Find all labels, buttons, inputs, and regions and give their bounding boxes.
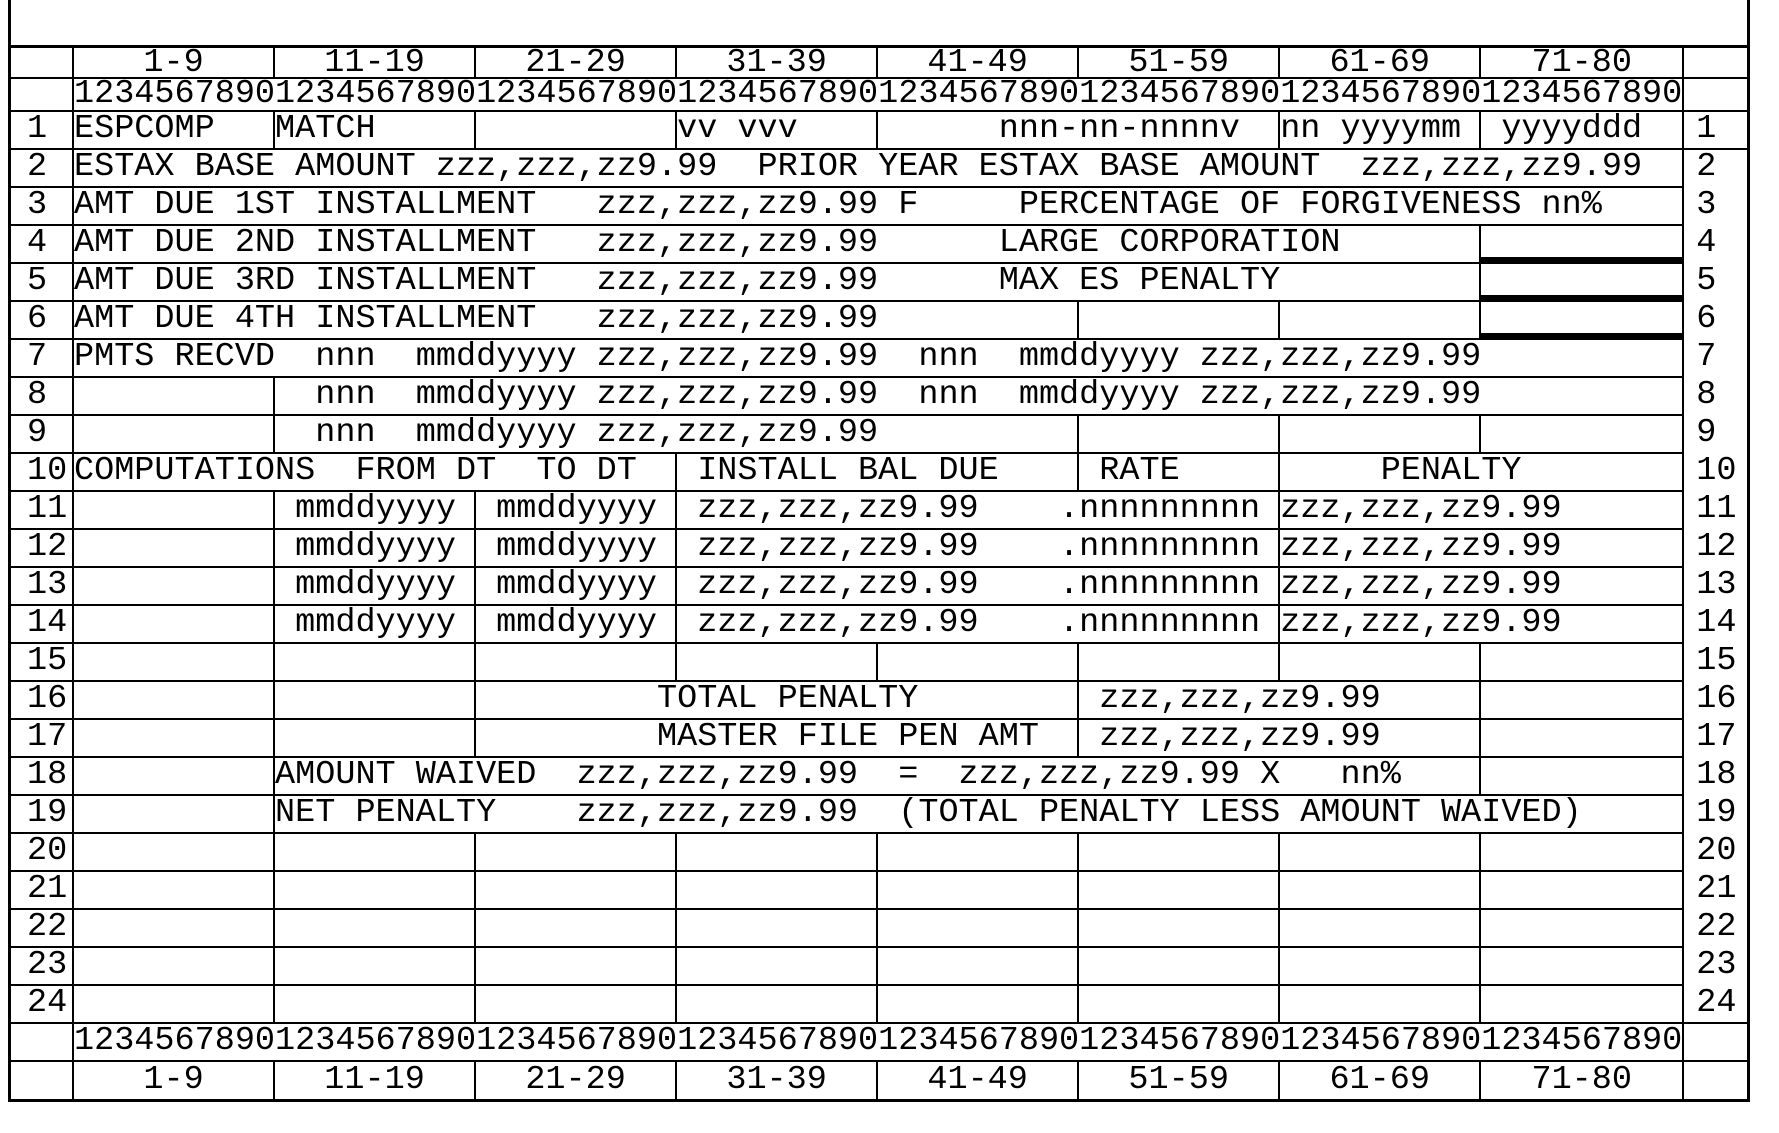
grid-cell-14-4: zzz,zzz,zz9.99 .nnnnnnnnn <box>677 606 1280 642</box>
grid-cell-24-6 <box>1079 986 1280 1022</box>
grid-row-3 <box>8 188 1750 226</box>
grid-cell-24-8 <box>1481 986 1682 1022</box>
row-number-left-24: 24 <box>8 986 72 1024</box>
row-number-right-10: 10 <box>1684 454 1750 492</box>
row-number-left-19: 19 <box>8 796 72 834</box>
grid-row-8-content <box>72 378 1684 416</box>
grid-cell-9-1 <box>74 416 275 452</box>
grid-row-7-content <box>72 340 1684 378</box>
row-number-left-21: 21 <box>8 872 72 910</box>
row-number-right-6: 6 <box>1684 302 1750 340</box>
grid-cell-1-3 <box>476 112 677 148</box>
grid-cell-16-5 <box>1481 682 1682 718</box>
grid-row-4 <box>8 226 1750 264</box>
grid-row-24 <box>8 986 1750 1024</box>
grid-cell-24-3 <box>476 986 677 1022</box>
grid-cell-14-3: mmddyyyy <box>476 606 677 642</box>
ruler-bottom-1: 12345678901234567890123456789012345678901234567890123456789012345678901234567890 <box>74 1024 1683 1060</box>
row-number-right-12: 12 <box>1684 530 1750 568</box>
grid-cell-8-2: nnn mmddyyyy zzz,zzz,zz9.99 nnn mmddyyyy zzz,zzz,zz9.99 <box>275 378 1482 414</box>
grid-row-4-content <box>72 226 1684 264</box>
grid-cell-11-5: zzz,zzz,zz9.99 <box>1280 492 1562 528</box>
column-range-footer-5: 41-49 <box>878 1062 1079 1099</box>
grid-cell-24-5 <box>878 986 1079 1022</box>
row-number-left-2: 2 <box>8 150 72 188</box>
row-number-right-2: 2 <box>1684 150 1750 188</box>
grid-cell-17-1 <box>74 720 275 756</box>
row-number-right-1: 1 <box>1684 112 1750 150</box>
grid-cell-12-1 <box>74 530 275 566</box>
grid-row-13 <box>8 568 1750 606</box>
grid-row-7 <box>8 340 1750 378</box>
grid-row-17-content <box>72 720 1684 758</box>
grid-cell-22-1 <box>74 910 275 946</box>
grid-row-20 <box>8 834 1750 872</box>
row-number-left-3: 3 <box>8 188 72 226</box>
grid-cell-21-3 <box>476 872 677 908</box>
grid-cell-11-4: zzz,zzz,zz9.99 .nnnnnnnnn <box>677 492 1280 528</box>
grid-row-5-content <box>72 264 1684 302</box>
grid-cell-7-1: PMTS RECVD nnn mmddyyyy zzz,zzz,zz9.99 nnn mmddyyyy zzz,zzz,zz9.99 <box>74 340 1482 376</box>
grid-cell-22-6 <box>1079 910 1280 946</box>
grid-row-8 <box>8 378 1750 416</box>
grid-row-20-content <box>72 834 1684 872</box>
row-number-right-16: 16 <box>1684 682 1750 720</box>
column-range-header-7: 61-69 <box>1280 48 1481 77</box>
row-number-left-13: 13 <box>8 568 72 606</box>
grid-cell-24-2 <box>275 986 476 1022</box>
row-number-right-21: 21 <box>1684 872 1750 910</box>
grid-cell-13-2: mmddyyyy <box>275 568 476 604</box>
top-border-stub <box>8 0 1750 45</box>
column-ranges-header-content <box>72 45 1684 79</box>
corner-cell-right <box>1684 1024 1750 1062</box>
grid-cell-20-6 <box>1079 834 1280 870</box>
row-number-left-12: 12 <box>8 530 72 568</box>
grid-cell-1-6: nn yyyymm <box>1280 112 1481 148</box>
grid-row-2 <box>8 150 1750 188</box>
grid-cell-6-2 <box>1079 302 1280 338</box>
grid-cell-11-1 <box>74 492 275 528</box>
grid-row-23 <box>8 948 1750 986</box>
row-number-left-10: 10 <box>8 454 72 492</box>
row-number-left-18: 18 <box>8 758 72 796</box>
grid-cell-18-2: AMOUNT WAIVED zzz,zzz,zz9.99 = zzz,zzz,zz9.99 X nn% <box>275 758 1481 794</box>
grid-cell-18-1 <box>74 758 275 794</box>
column-ruler-top <box>8 79 1750 112</box>
grid-cell-23-3 <box>476 948 677 984</box>
grid-cell-20-5 <box>878 834 1079 870</box>
grid-cell-13-5: zzz,zzz,zz9.99 <box>1280 568 1562 604</box>
row-number-right-5: 5 <box>1684 264 1750 302</box>
row-number-left-17: 17 <box>8 720 72 758</box>
grid-cell-17-5 <box>1481 720 1682 756</box>
grid-cell-22-3 <box>476 910 677 946</box>
grid-cell-16-4: zzz,zzz,zz9.99 <box>1079 682 1481 718</box>
row-number-left-11: 11 <box>8 492 72 530</box>
grid-cell-23-7 <box>1280 948 1481 984</box>
grid-row-23-content <box>72 948 1684 986</box>
corner-cell-right <box>1684 79 1750 112</box>
row-number-left-23: 23 <box>8 948 72 986</box>
grid-row-22-content <box>72 910 1684 948</box>
grid-row-14 <box>8 606 1750 644</box>
grid-row-18 <box>8 758 1750 796</box>
grid-cell-12-2: mmddyyyy <box>275 530 476 566</box>
grid-row-13-content <box>72 568 1684 606</box>
grid-cell-22-4 <box>677 910 878 946</box>
grid-cell-1-7: yyyyddd <box>1481 112 1643 148</box>
grid-cell-17-2 <box>275 720 476 756</box>
grid-cell-9-3 <box>1079 416 1280 452</box>
grid-cell-23-8 <box>1481 948 1682 984</box>
corner-cell-left <box>8 0 72 45</box>
grid-cell-10-2: INSTALL BAL DUE <box>677 454 1079 490</box>
column-range-header-8: 71-80 <box>1531 48 1632 77</box>
grid-cell-22-5 <box>878 910 1079 946</box>
row-number-left-5: 5 <box>8 264 72 302</box>
corner-cell-left <box>8 1024 72 1062</box>
grid-row-6-content <box>72 302 1684 340</box>
row-number-left-6: 6 <box>8 302 72 340</box>
grid-cell-21-4 <box>677 872 878 908</box>
row-number-right-13: 13 <box>1684 568 1750 606</box>
row-number-right-11: 11 <box>1684 492 1750 530</box>
grid-row-19 <box>8 796 1750 834</box>
ruler-top-1: 12345678901234567890123456789012345678901234567890123456789012345678901234567890 <box>74 79 1683 110</box>
grid-cell-1-5: nnn-nn-nnnnv <box>878 112 1280 148</box>
column-ranges-footer-content <box>72 1062 1684 1102</box>
grid-cell-4-1: AMT DUE 2ND INSTALLMENT zzz,zzz,zz9.99 LARGE CORPORATION <box>74 226 1481 262</box>
grid-cell-20-2 <box>275 834 476 870</box>
row-number-left-9: 9 <box>8 416 72 454</box>
column-range-footer-7: 61-69 <box>1280 1062 1481 1099</box>
record-layout-table <box>8 0 1750 1102</box>
grid-cell-11-2: mmddyyyy <box>275 492 476 528</box>
grid-cell-24-1 <box>74 986 275 1022</box>
column-ruler-bottom-content <box>72 1024 1684 1062</box>
row-number-left-7: 7 <box>8 340 72 378</box>
column-range-header-1: 1-9 <box>74 48 275 77</box>
grid-cell-2-1: ESTAX BASE AMOUNT zzz,zzz,zz9.99 PRIOR YEAR ESTAX BASE AMOUNT zzz,zzz,zz9.99 <box>74 150 1643 186</box>
grid-cell-12-4: zzz,zzz,zz9.99 .nnnnnnnnn <box>677 530 1280 566</box>
grid-row-16 <box>8 682 1750 720</box>
grid-cell-9-2: nnn mmddyyyy zzz,zzz,zz9.99 <box>275 416 1079 452</box>
row-number-right-22: 22 <box>1684 910 1750 948</box>
grid-row-22 <box>8 910 1750 948</box>
grid-row-1-content <box>72 112 1684 150</box>
grid-cell-22-7 <box>1280 910 1481 946</box>
row-number-right-7: 7 <box>1684 340 1750 378</box>
grid-row-10-content <box>72 454 1684 492</box>
column-range-header-3: 21-29 <box>476 48 677 77</box>
grid-row-11-content <box>72 492 1684 530</box>
grid-cell-22-8 <box>1481 910 1682 946</box>
grid-cell-21-5 <box>878 872 1079 908</box>
row-number-right-9: 9 <box>1684 416 1750 454</box>
grid-cell-20-1 <box>74 834 275 870</box>
grid-cell-19-2: NET PENALTY zzz,zzz,zz9.99 (TOTAL PENALTY LESS AMOUNT WAIVED) <box>275 796 1582 832</box>
grid-cell-15-2 <box>275 644 476 680</box>
grid-cell-16-2 <box>275 682 476 718</box>
column-range-footer-1: 1-9 <box>74 1062 275 1099</box>
corner-cell-left <box>8 1062 72 1102</box>
grid-row-1 <box>8 112 1750 150</box>
grid-cell-16-1 <box>74 682 275 718</box>
grid-cell-20-4 <box>677 834 878 870</box>
grid-cell-3-1: AMT DUE 1ST INSTALLMENT zzz,zzz,zz9.99 F PERCENTAGE OF FORGIVENESS nn% <box>74 188 1602 224</box>
grid-row-16-content <box>72 682 1684 720</box>
row-number-right-14: 14 <box>1684 606 1750 644</box>
grid-cell-8-1 <box>74 378 275 414</box>
grid-row-21-content <box>72 872 1684 910</box>
grid-row-24-content <box>72 986 1684 1024</box>
grid-row-17 <box>8 720 1750 758</box>
grid-cell-24-7 <box>1280 986 1481 1022</box>
grid-row-2-content <box>72 150 1684 188</box>
grid-cell-1-2: MATCH <box>275 112 476 148</box>
grid-cell-13-4: zzz,zzz,zz9.99 .nnnnnnnnn <box>677 568 1280 604</box>
column-range-footer-6: 51-59 <box>1079 1062 1280 1099</box>
column-range-footer-3: 21-29 <box>476 1062 677 1099</box>
grid-row-21 <box>8 872 1750 910</box>
column-range-footer-2: 11-19 <box>275 1062 476 1099</box>
grid-cell-21-1 <box>74 872 275 908</box>
corner-cell-right <box>1684 1062 1750 1102</box>
row-number-left-15: 15 <box>8 644 72 682</box>
row-number-right-15: 15 <box>1684 644 1750 682</box>
grid-cell-15-7 <box>1280 644 1481 680</box>
grid-cell-16-3: TOTAL PENALTY <box>476 682 1079 718</box>
row-number-left-22: 22 <box>8 910 72 948</box>
grid-cell-23-4 <box>677 948 878 984</box>
column-ranges-footer <box>8 1062 1750 1102</box>
grid-cell-13-3: mmddyyyy <box>476 568 677 604</box>
column-range-footer-4: 31-39 <box>677 1062 878 1099</box>
grid-cell-23-2 <box>275 948 476 984</box>
grid-row-14-content <box>72 606 1684 644</box>
column-range-header-2: 11-19 <box>275 48 476 77</box>
grid-cell-20-8 <box>1481 834 1682 870</box>
row-number-right-8: 8 <box>1684 378 1750 416</box>
grid-row-18-content <box>72 758 1684 796</box>
grid-cell-15-3 <box>476 644 677 680</box>
row-number-left-4: 4 <box>8 226 72 264</box>
grid-cell-17-4: zzz,zzz,zz9.99 <box>1079 720 1481 756</box>
row-number-left-8: 8 <box>8 378 72 416</box>
grid-row-15 <box>8 644 1750 682</box>
column-range-footer-8: 71-80 <box>1531 1062 1632 1099</box>
grid-cell-5-2 <box>1481 264 1682 300</box>
grid-cell-11-3: mmddyyyy <box>476 492 677 528</box>
grid-row-6 <box>8 302 1750 340</box>
column-range-header-5: 41-49 <box>878 48 1079 77</box>
grid-cell-15-5 <box>878 644 1079 680</box>
grid-cell-15-6 <box>1079 644 1280 680</box>
grid-row-9-content <box>72 416 1684 454</box>
grid-row-5 <box>8 264 1750 302</box>
row-number-right-18: 18 <box>1684 758 1750 796</box>
grid-cell-6-4 <box>1481 302 1682 338</box>
grid-cell-6-1: AMT DUE 4TH INSTALLMENT zzz,zzz,zz9.99 <box>74 302 1079 338</box>
grid-cell-1-1: ESPCOMP <box>74 112 275 148</box>
grid-cell-19-1 <box>74 796 275 832</box>
grid-cell-12-5: zzz,zzz,zz9.99 <box>1280 530 1562 566</box>
row-number-left-1: 1 <box>8 112 72 150</box>
row-number-left-16: 16 <box>8 682 72 720</box>
grid-row-15-content <box>72 644 1684 682</box>
grid-cell-23-5 <box>878 948 1079 984</box>
grid-cell-13-1 <box>74 568 275 604</box>
column-ruler-bottom <box>8 1024 1750 1062</box>
grid-cell-6-3 <box>1280 302 1481 338</box>
grid-cell-23-1 <box>74 948 275 984</box>
column-range-header-4: 31-39 <box>677 48 878 77</box>
grid-cell-21-2 <box>275 872 476 908</box>
grid-row-9 <box>8 416 1750 454</box>
grid-cell-5-1: AMT DUE 3RD INSTALLMENT zzz,zzz,zz9.99 MAX ES PENALTY <box>74 264 1481 300</box>
grid-cell-15-4 <box>677 644 878 680</box>
grid-cell-20-7 <box>1280 834 1481 870</box>
grid-cell-21-6 <box>1079 872 1280 908</box>
row-number-left-14: 14 <box>8 606 72 644</box>
grid-cell-20-3 <box>476 834 677 870</box>
grid-row-3-content <box>72 188 1684 226</box>
row-number-right-20: 20 <box>1684 834 1750 872</box>
grid-cell-21-8 <box>1481 872 1682 908</box>
grid-cell-10-1: COMPUTATIONS FROM DT TO DT <box>74 454 677 490</box>
grid-cell-1-4: vv vvv <box>677 112 878 148</box>
grid-row-19-content <box>72 796 1684 834</box>
corner-cell-left <box>8 79 72 112</box>
column-ruler-top-content <box>72 79 1684 112</box>
grid-cell-12-3: mmddyyyy <box>476 530 677 566</box>
row-number-right-17: 17 <box>1684 720 1750 758</box>
grid-cell-14-1 <box>74 606 275 642</box>
row-number-right-3: 3 <box>1684 188 1750 226</box>
grid-cell-14-2: mmddyyyy <box>275 606 476 642</box>
row-number-right-19: 19 <box>1684 796 1750 834</box>
grid-cell-24-4 <box>677 986 878 1022</box>
grid-cell-18-3 <box>1481 758 1682 794</box>
column-range-header-6: 51-59 <box>1079 48 1280 77</box>
grid-cell-15-8 <box>1481 644 1682 680</box>
row-number-right-23: 23 <box>1684 948 1750 986</box>
grid-cell-9-4 <box>1280 416 1481 452</box>
grid-row-12-content <box>72 530 1684 568</box>
row-number-right-4: 4 <box>1684 226 1750 264</box>
grid-cell-4-2 <box>1481 226 1682 262</box>
row-number-right-24: 24 <box>1684 986 1750 1024</box>
grid-row-12 <box>8 530 1750 568</box>
corner-cell-right <box>1684 45 1750 79</box>
grid-cell-17-3: MASTER FILE PEN AMT <box>476 720 1079 756</box>
row-number-left-20: 20 <box>8 834 72 872</box>
grid-cell-15-1 <box>74 644 275 680</box>
grid-row-11 <box>8 492 1750 530</box>
corner-cell-left <box>8 45 72 79</box>
grid-cell-10-3: RATE <box>1079 454 1280 490</box>
grid-row-10 <box>8 454 1750 492</box>
grid-cell-9-5 <box>1481 416 1682 452</box>
column-ranges-header <box>8 45 1750 79</box>
grid-cell-14-5: zzz,zzz,zz9.99 <box>1280 606 1562 642</box>
grid-cell-10-4: PENALTY <box>1280 454 1522 490</box>
grid-cell-23-6 <box>1079 948 1280 984</box>
top-border-stub-content <box>72 0 1684 45</box>
corner-cell-right <box>1684 0 1750 45</box>
grid-cell-21-7 <box>1280 872 1481 908</box>
grid-cell-22-2 <box>275 910 476 946</box>
